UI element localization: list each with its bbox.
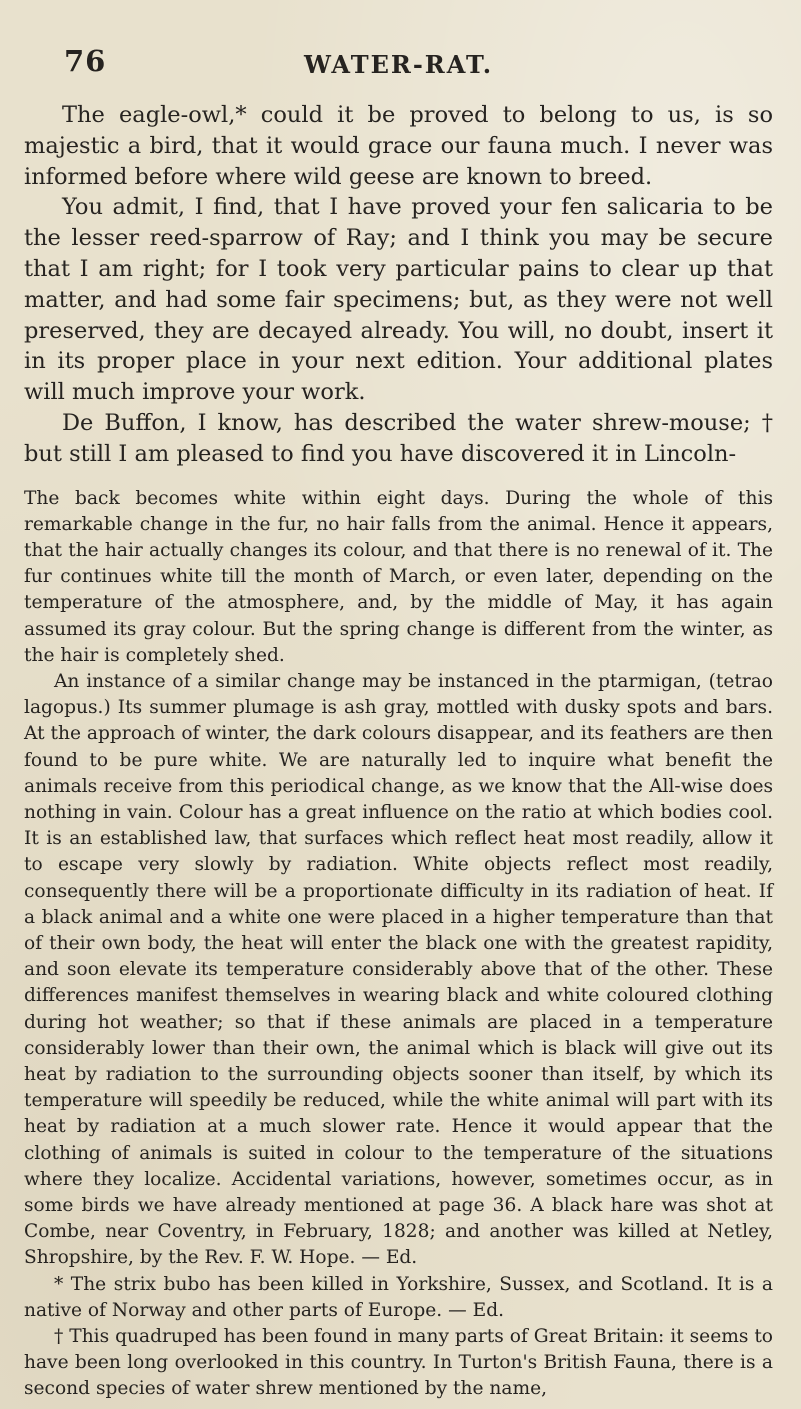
letter-text	[24, 100, 773, 470]
footnote-star: * The strix bubo has been killed in Yorkshire, Sussex, and Scotland. It is a native of Norway and other parts of Europe. — Ed.	[24, 1273, 773, 1321]
letter-paragraph: The eagle-owl,* could it be proved to belong to us, is so majestic a bird, that it would grace our fauna much. I never was informed before where wild geese are known to breed.	[24, 102, 773, 190]
page-number: 76	[64, 44, 107, 78]
section-gap	[24, 470, 773, 486]
letter-paragraph: De Buffon, I know, has described the water shrew-mouse; † but still I am pleased to find you have discovered it in Lincoln-	[24, 409, 773, 467]
footnote-dagger: † This quadruped has been found in many parts of Great Britain: it seems to have been long overlooked in this country. In Turton's British Fauna, there is a second species of water shrew mentioned by the name,	[24, 1326, 773, 1400]
letter-paragraph: You admit, I find, that I have proved your fen salicaria to be the lesser reed-sparrow of Ray; and I think you may be secure that I am right; for I took very particular pains to clear up that matter, and had some fair specimens; but, as they were not well preserved, they are decayed already. You will, no doubt, insert it in its proper place in your next edition. Your additional plates will much improve your work.	[24, 194, 773, 406]
note-continuation: The back becomes white within eight days. During the whole of this remarkable change in the fur, no hair falls from the animal. Hence it appears, that the hair actually changes its colour, and that there is no renewal of it. The fur continues white till the month of March, or even later, depending on the temperature of the atmosphere, and, by the middle of May, it has again assumed its gray colour. But the spring change is different from the winter, as the hair is completely shed.	[24, 487, 773, 666]
note-ptarmigan: An instance of a similar change may be instanced in the ptarmigan, (tetrao lagopus.) Its summer plumage is ash gray, mottled with dusky spots and bars. At the approach of winter, the dark colours disappear, and its feathers are then found to be pure white. We are naturally led to inquire what benefit the animals receive from this periodical change, as we know that the All-wise does nothing in vain. Colour has a great influence on the ratio at which bodies cool. It is an established law, that surfaces which reflect heat most readily, allow it to escape very slowly by radiation. White objects reflect most readily, consequently there will be a proportionate difficulty in its radiation of heat. If a black animal and a white one were placed in a higher temperature than that of their own body, the heat will enter the black one with the greatest rapidity, and soon elevate its temperature considerably above that of the other. These differences manifest themselves in wearing black and white coloured clothing during hot weather; so that if these animals are placed in a temperature considerably lower than their own, the animal which is black will give out its heat by radiation to the surrounding objects sooner than itself, by which its temperature will speedily be reduced, while the white animal will part with its heat by radiation at a much slower rate. Hence it would appear that the clothing of animals is suited in colour to the temperature of the situations where they localize. Accidental variations, however, sometimes occur, as in some birds we have already mentioned at page 36. A black hare was shot at Combe, near Coventry, in February, 1828; and another was killed at Netley, Shropshire, by the Rev. F. W. Hope. — Ed.	[24, 670, 773, 1269]
running-head	[24, 44, 773, 84]
running-title: WATER-RAT.	[304, 50, 494, 79]
editor-notes	[24, 486, 773, 1403]
